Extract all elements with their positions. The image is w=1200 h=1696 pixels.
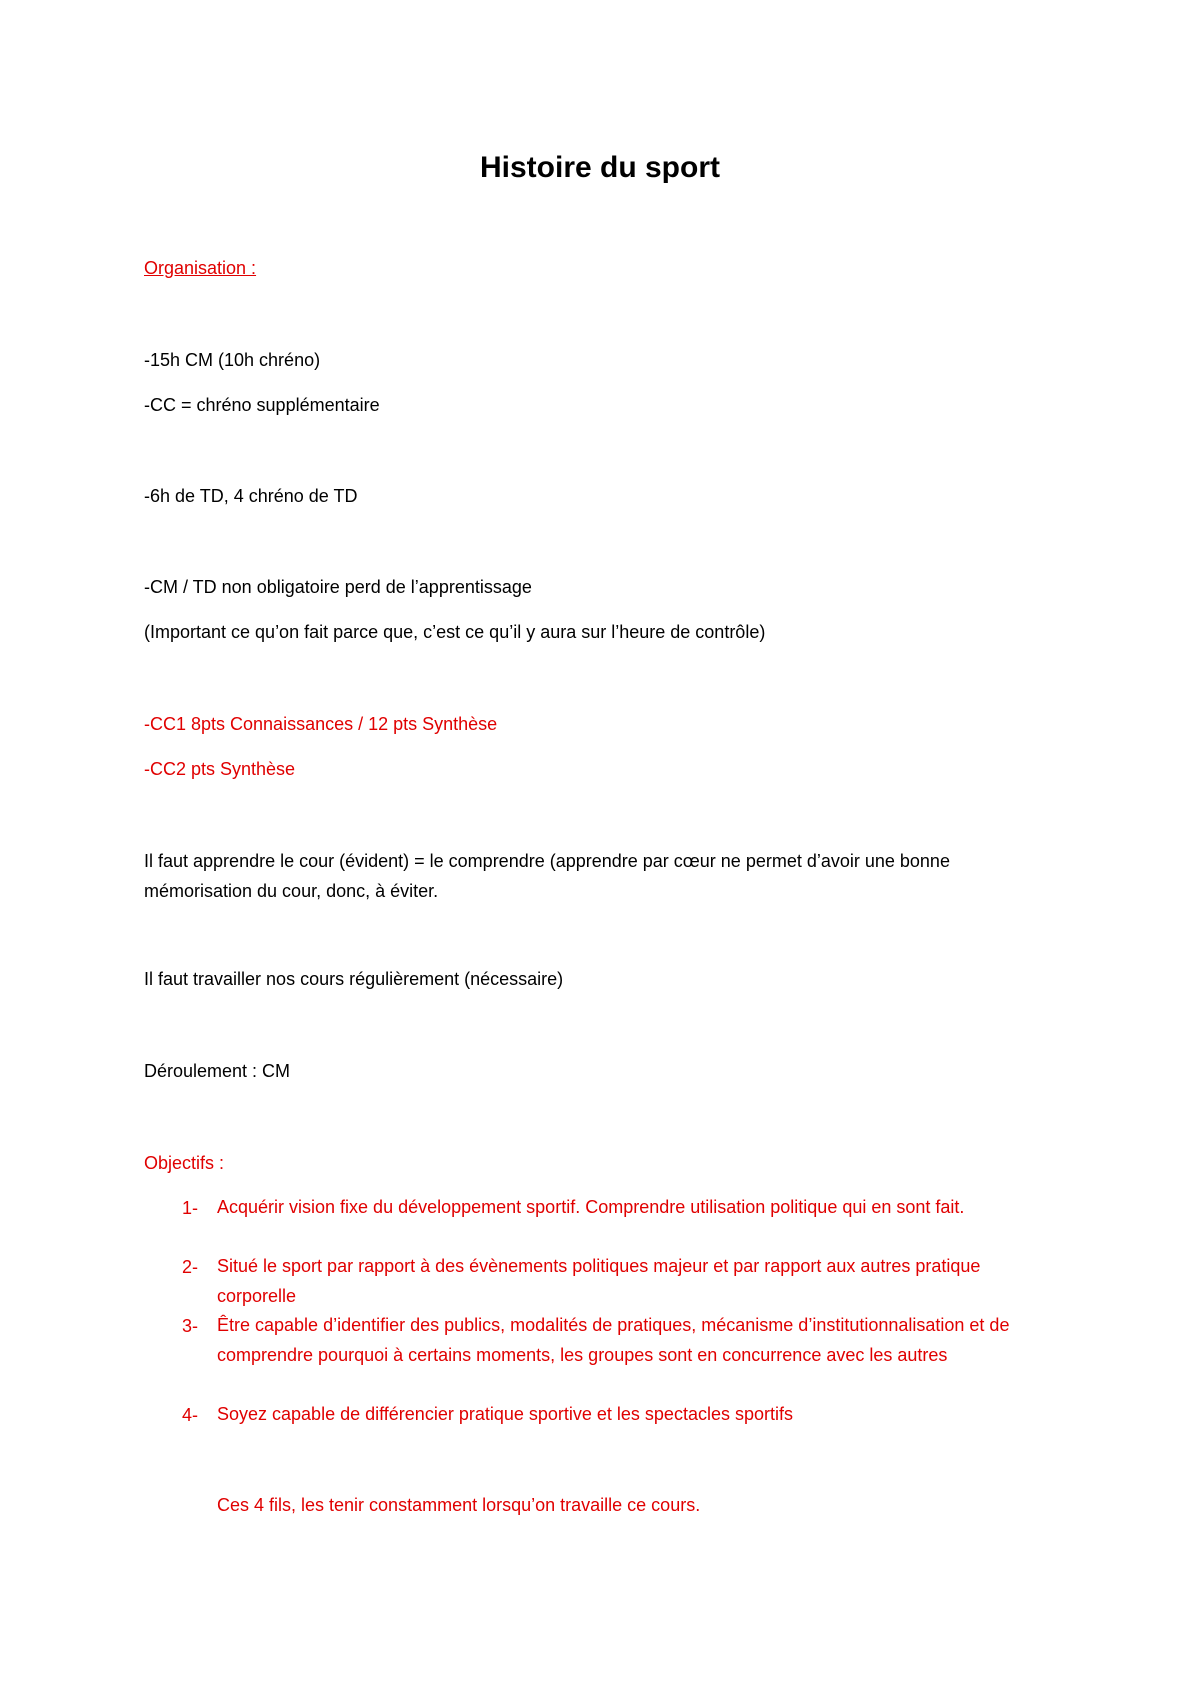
organisation-heading: Organisation : <box>144 258 257 278</box>
objective-4-text: Soyez capable de différencier pratique sportive et les spectacles sportifs <box>217 1404 793 1424</box>
line-cm-td-optional: -CM / TD non obligatoire perd de l’apprentissage <box>144 577 532 597</box>
objective-3-number: 3- <box>182 1316 199 1336</box>
line-important: (Important ce qu’on fait parce que, c’est ce qu’il y aura sur l’heure de contrôle) <box>144 622 766 642</box>
line-cm-hours: -15h CM (10h chréno) <box>144 350 321 370</box>
line-cc1: -CC1 8pts Connaissances / 12 pts Synthèse <box>144 714 498 734</box>
deroulement-line: Déroulement : CM <box>144 1061 291 1081</box>
objective-1-number: 1- <box>182 1198 199 1218</box>
objective-2-number: 2- <box>182 1257 199 1277</box>
line-cc2: -CC2 pts Synthèse <box>144 759 296 779</box>
document-title: Histoire du sport <box>479 151 720 184</box>
objective-3-text: Être capable d’identifier des publics, modalités de pratiques, mécanisme d’institutionnalisation et de comprendre pourquoi à certains moments, les groupes sont en concurrence avec les autres <box>217 1315 1010 1365</box>
objective-1-text: Acquérir vision fixe du développement sportif. Comprendre utilisation politique qui en sont fait. <box>217 1197 965 1217</box>
line-cc: -CC = chréno supplémentaire <box>144 395 380 415</box>
objectifs-heading: Objectifs : <box>144 1153 225 1173</box>
line-td-hours: -6h de TD, 4 chréno de TD <box>144 486 358 506</box>
paragraph-work: Il faut travailler nos cours régulièrement (nécessaire) <box>144 969 564 989</box>
objective-4-number: 4- <box>182 1405 199 1425</box>
closing-line: Ces 4 fils, les tenir constamment lorsqu’on travaille ce cours. <box>217 1495 701 1515</box>
paragraph-learn: Il faut apprendre le cour (évident) = le comprendre (apprendre par cœur ne permet d’avoir une bonne mémorisation du cour, donc, à éviter. <box>144 851 950 901</box>
objective-2-text: Situé le sport par rapport à des évènements politiques majeur et par rapport aux autres pratique corporelle <box>217 1256 981 1306</box>
